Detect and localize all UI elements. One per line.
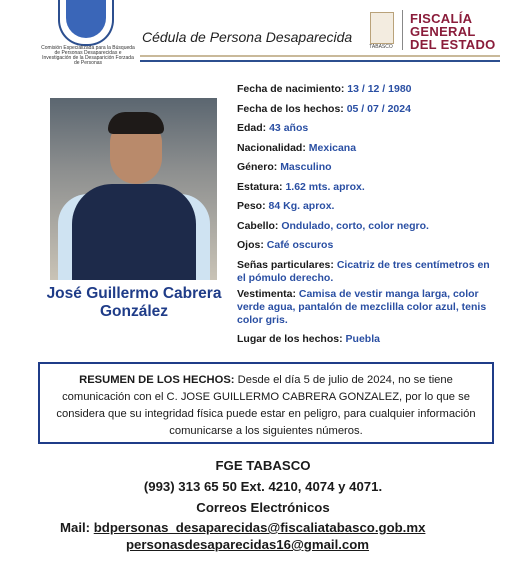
- agency-line-1: FISCALÍA: [410, 11, 473, 26]
- logo-caption: Comisión Especializada para la Búsqueda de Personas Desaparecidas e Investigación de la Desaparición Forzada de Personas: [41, 45, 135, 66]
- summary-box: [38, 362, 494, 444]
- agency-name: [410, 12, 496, 51]
- page-title: Cédula de Persona Desaparecida: [142, 29, 353, 45]
- field-marks: Señas particulares: Cicatriz de tres centímetros en el pómulo derecho.: [237, 258, 490, 284]
- contact-block: [0, 455, 526, 518]
- header-rule-blue: [140, 60, 500, 62]
- field-location: Lugar de los hechos: Puebla: [237, 332, 380, 345]
- header: [0, 0, 526, 66]
- field-eyes: Ojos: Café oscuros: [237, 239, 334, 251]
- tabasco-seal: [370, 12, 394, 44]
- field-gender: Género: Masculino: [237, 161, 332, 173]
- field-birthdate: Fecha de nacimiento: 13 / 12 / 1980: [237, 83, 412, 95]
- person-name: José Guillermo Cabrera González: [46, 285, 222, 320]
- field-height: Estatura: 1.62 mts. aprox.: [237, 180, 365, 193]
- commission-logo: [58, 0, 114, 46]
- field-age: Edad: 43 años: [237, 122, 309, 134]
- summary-text: Desde el día 5 de julio de 2024, no se tiene comunicación con el C. JOSE GUILLERMO CABRERA GONZALEZ, por lo que se considera que su integridad física puede estar en peligro, para cualquier información comunicarse a los siguientes números.: [56, 374, 476, 437]
- header-rule-gold: [140, 55, 500, 57]
- mail-label: Mail:: [60, 520, 91, 535]
- summary-label: RESUMEN DE LOS HECHOS:: [79, 374, 235, 386]
- agency-line-2: GENERAL: [410, 24, 476, 39]
- field-event-date: Fecha de los hechos: 05 / 07 / 2024: [237, 102, 411, 115]
- email-link-1[interactable]: bdpersonas_desaparecidas@fiscaliatabasco.gob.mx: [93, 520, 426, 535]
- field-hair: Cabello: Ondulado, corto, color negro.: [237, 219, 429, 232]
- person-details: [237, 80, 497, 349]
- contact-org: FGE TABASCO: [215, 458, 311, 473]
- field-nationality: Nacionalidad: Mexicana: [237, 141, 357, 154]
- mail-row: [60, 517, 425, 538]
- contact-phone: (993) 313 65 50 Ext. 4210, 4074 y 4071.: [143, 479, 383, 494]
- field-weight: Peso: 84 Kg. aprox.: [237, 200, 335, 212]
- field-clothing: Vestimenta: Camisa de vestir manga larga, color verde agua, pantalón de mezclilla color azul, tenis color gris.: [237, 287, 487, 326]
- agency-line-3: DEL ESTADO: [410, 37, 496, 52]
- email-link-2[interactable]: personasdesaparecidas16@gmail.com: [126, 537, 370, 552]
- person-photo: [50, 98, 217, 280]
- emails-heading: Correos Electrónicos: [196, 500, 330, 515]
- seal-label: TABASCO: [369, 44, 393, 50]
- header-divider: [402, 10, 403, 50]
